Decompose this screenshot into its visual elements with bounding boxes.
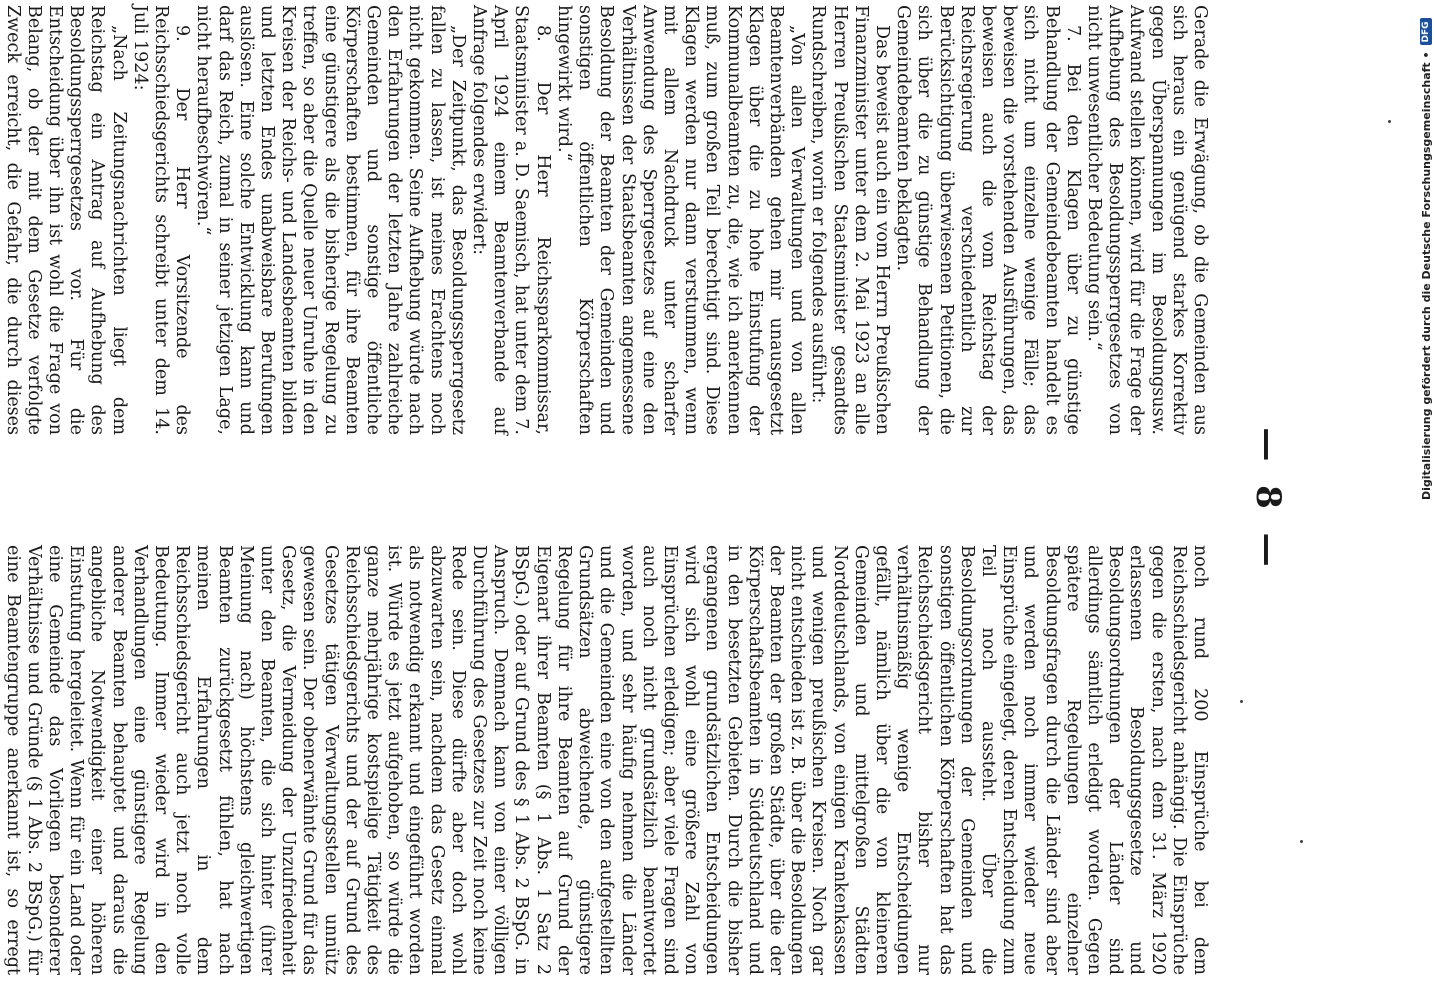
- paragraph: 9. Der Herr Vorsitzende des Reichsschiedsgerichts schreibt unter dem 14. Juli 1924:: [129, 5, 193, 435]
- scan-speck: [1388, 120, 1391, 123]
- paragraph: „Der Zeitpunkt, das Besoldungssperrgesetz fallen zu lassen, ist meines Erachtens noch nicht gekommen. Seine Aufhebung würde nach den Erfahrungen der letzten Jahre zahlreiche Gemeinden und sonstige öffentliche Körperschaften bestimmen, für ihre Beamten eine günstigere als die bisherige Regelung zu treffen, so aber die Quelle neuer Unruhe in den Kreisen der Reichs- und Landesbeamten bilden und letzten Endes unabweisbare Berufungen auslösen. Eine solche Entwicklung kann und darf das Reich, zumal in seiner jetzigen Lage, nicht heraufbeschwören.“: [193, 5, 468, 435]
- scan-speck: [1240, 700, 1243, 703]
- paragraph: 7. Bei den Klagen über zu günstige Behandlung der Gemeindebeamten handelt es sich nicht um einzelne wenige Fälle; das beweisen die vorstehenden Ausführungen, das beweisen auch die vom Reichstag der Reichsregierung verschiedentlich zur Berücksichtigung überwiesenen Petitionen, die sich über die zu günstige Behandlung der Gemeindebeamten beklagten.: [893, 5, 1083, 435]
- paragraph: noch rund 200 Einsprüche bei dem Reichsschiedsgericht anhängig. Die Einsprüche gegen die ersten, nach dem 31. März 1920 erlassenen Besoldungsgesetze und Besoldungsordnungen der Länder sind allerdings sämtlich erledigt worden. Gegen spätere Regelungen einzelner Besoldungsfragen durch die Länder sind aber und werden noch immer wieder neue Einsprüche eingelegt, deren Entscheidung zum Teil noch aussteht. Über die Besoldungsordnungen der Gemeinden und sonstigen öffentlichen Körperschaften hat das Reichsschiedsgericht bisher nur verhältnismäßig wenige Entscheidungen gefällt, nämlich über die von kleineren Gemeinden und mittelgroßen Städten Norddeutschlands, von einigen Krankenkassen und wenigen preußischen Kreisen. Noch gar nicht entschieden ist z. B. über die Besoldungen der Beamten der großen Städte, über die der Körperschaftsbeamten in Süddeutschland und in den besetzten Gebieten. Durch die bisher ergangenen grundsätzlichen Entscheidungen wird sich wohl eine größere Zahl von Einsprüchen erledigen; aber viele Fragen sind auch noch nicht grundsätzlich beantwortet worden, und sehr häufig nehmen die Länder und die Gemeinden eine von den aufgestellten Grundsätzen abweichende, günstigere Regelung für ihre Beamten auf Grund der Eigenart ihrer Beamten (§ 1 Abs. 1 Satz 2 BSpG.) oder auf Grund des § 1 Abs. 2 BSpG. in Anspruch. Demnach kann von einer völligen Durchführung des Gesetzes zur Zeit noch keine Rede sein. Diese dürfte aber doch wohl abzuwarten sein, nachdem das Gesetz einmal als notwendig erkannt und eingeführt worden ist. Würde es jetzt aufgehoben, so würde die ganze mehrjährige kostspielige Tätigkeit des Reichsschiedsgerichts und der auf Grund des Gesetzes tätigen Verwaltungsstellen unnütz gewesen sein. Der obenerwähnte Grund für das Gesetz, die Vermeidung der Unzufriedenheit unter den Beamten, die sich hinter (ihrer Meinung nach) höchstens gleichwertigen Beamten zurückgesetzt fühlen, hat nach meinen Erfahrungen in dem Reichsschiedsgericht auch jetzt noch volle Bedeutung. Immer wieder wird in den Verhandlungen eine günstigere Regelung anderer Beamten behauptet und daraus die angebliche Notwendigkeit einer höheren Einstufung hergeleitet. Wenn für ein Land oder eine Gemeinde das Vorliegen besonderer Verhältnisse und Gründe (§ 1 Abs. 2 BSpG.) für eine Beamtengruppe anerkannt ist, so erregt: [2, 545, 1210, 975]
- paragraph: 8. Der Herr Reichssparkommissar, Staatsminister a. D. Saemisch, hat unter dem 7. April 1924 einem Beamtenverbande auf Anfrage folgendes erwidert:: [469, 5, 553, 435]
- right-text-column: [0, 545, 1210, 975]
- digitization-credit-text: Digitalisierung gefördert durch die Deutsche Forschungsgemeinschaft •: [1419, 51, 1433, 500]
- scan-speck: [1300, 840, 1303, 843]
- digitization-credit-strip: [1414, 0, 1434, 1000]
- paragraph: Das beweist auch ein vom Herrn Preußischen Finanzminister unter dem 2. Mai 1923 an alle Herren Preußischen Staatsminister gesandtes Rundschreiben, worin er folgendes ausführt:: [808, 5, 892, 435]
- paragraph: „Nach Zeitungsnachrichten liegt dem Reichstag ein Antrag auf Aufhebung des Besoldungssperrgesetzes vor. Für die Entscheidung über ihn ist wohl die Frage von Belang, ob der mit dem Gesetze verfolgte Zweck erreicht, die Gefahr, die durch dieses: [2, 5, 129, 435]
- left-text-column: [0, 5, 1210, 435]
- page-number: — 8 —: [1248, 427, 1288, 573]
- paragraph: Gerade die Erwägung, ob die Gemeinden aus sich heraus ein genügend starkes Korrektiv gegen Überspannungen im Besoldungsusw. Aufwand stellen können, wird für die Frage der Aufhebung des Besoldungssperrgesetzes von nicht unwesentlicher Bedeutung sein.“: [1083, 5, 1210, 435]
- dfg-logo-icon: DFG: [1420, 18, 1432, 45]
- paragraph: „Von allen Verwaltungen und von allen Beamtenverbänden gehen mir unausgesetzt Klagen über die zu hohe Einstufung der Kommunalbeamten zu, die, wie ich anerkennen muß, zum großen Teil berechtigt sind. Diese Klagen werden nur dann verstummen, wenn mit allem Nachdruck unter scharfer Anwendung des Sperrgesetzes auf eine den Verhältnissen der Staatsbeamten angemessene Besoldung der Beamten der Gemeinden und sonstigen öffentlichen Körperschaften hingewirkt wird.“: [553, 5, 808, 435]
